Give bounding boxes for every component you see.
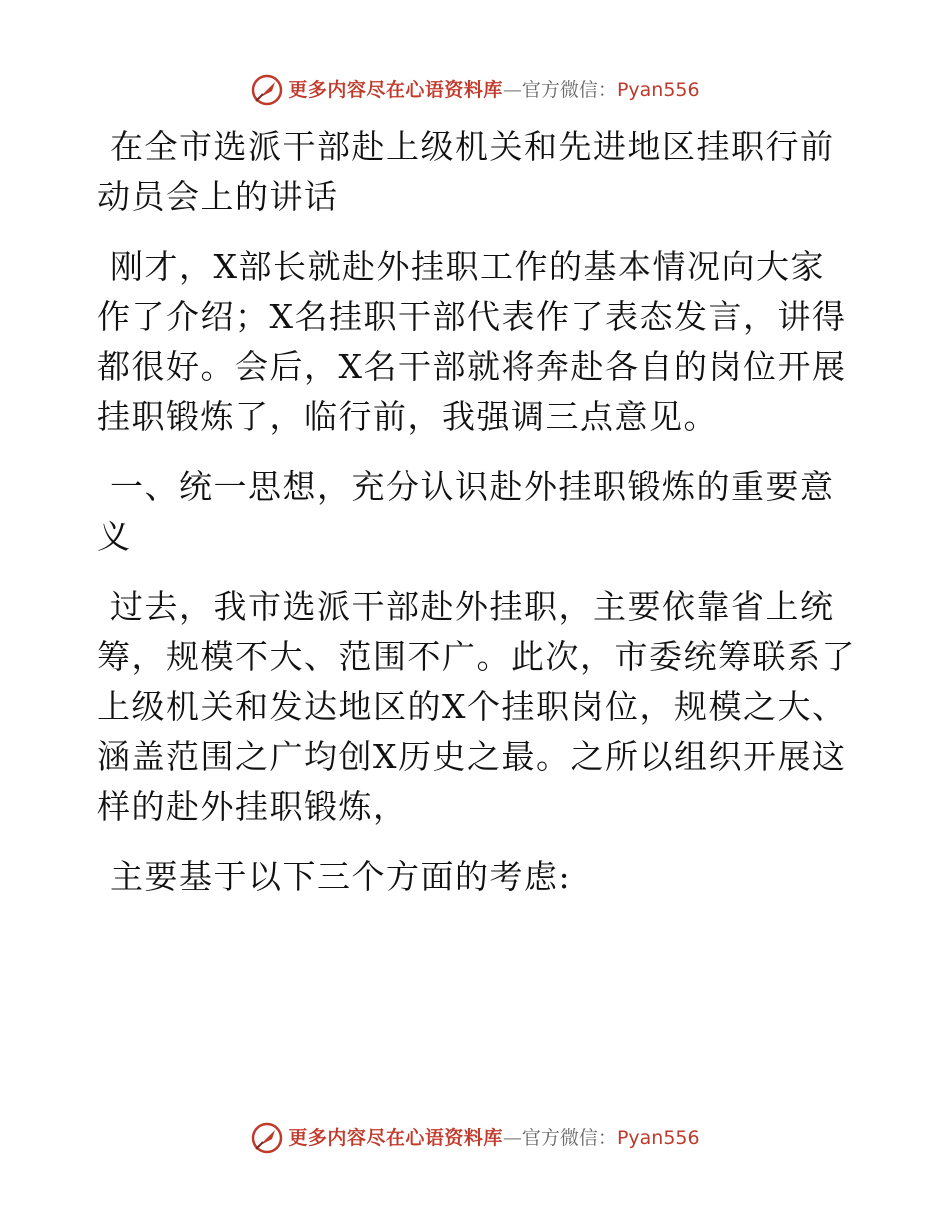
quill-logo-icon xyxy=(250,1121,284,1155)
paragraph-intro: 刚才，X部长就赴外挂职工作的基本情况向大家作了介绍；X名挂职干部代表作了表态发言，讲得都很好。会后，X名干部就将奔赴各自的岗位开展挂职锻炼了，临行前，我强调三点意见。 xyxy=(97,247,847,436)
watermark-main-text: 更多内容尽在心语资料库 xyxy=(288,1127,503,1149)
paragraph-considerations: 主要基于以下三个方面的考虑: xyxy=(110,857,572,896)
watermark-dash: — xyxy=(502,79,522,101)
quill-logo-icon xyxy=(250,73,284,107)
section-heading-1: 一、统一思想，充分认识赴外挂职锻炼的重要意义 xyxy=(97,467,835,556)
watermark-main-text: 更多内容尽在心语资料库 xyxy=(288,79,503,101)
footer-watermark xyxy=(0,1118,950,1158)
paragraph-background: 过去，我市选派干部赴外挂职，主要依靠省上统筹，规模不大、范围不广。此次，市委统筹联系了上级机关和发达地区的X个挂职岗位，规模之大、涵盖范围之广均创X历史之最。之所以组织开展这样的赴外挂职锻炼， xyxy=(97,587,856,826)
document-body xyxy=(97,122,857,922)
header-watermark xyxy=(0,70,950,110)
watermark-label: 官方微信： xyxy=(521,79,617,101)
document-title: 在全市选派干部赴上级机关和先进地区挂职行前动员会上的讲话 xyxy=(97,127,835,216)
watermark-wechat-id: Pyan556 xyxy=(616,79,700,101)
watermark-dash: — xyxy=(502,1127,522,1149)
watermark-label: 官方微信： xyxy=(521,1127,617,1149)
watermark-wechat-id: Pyan556 xyxy=(616,1127,700,1149)
